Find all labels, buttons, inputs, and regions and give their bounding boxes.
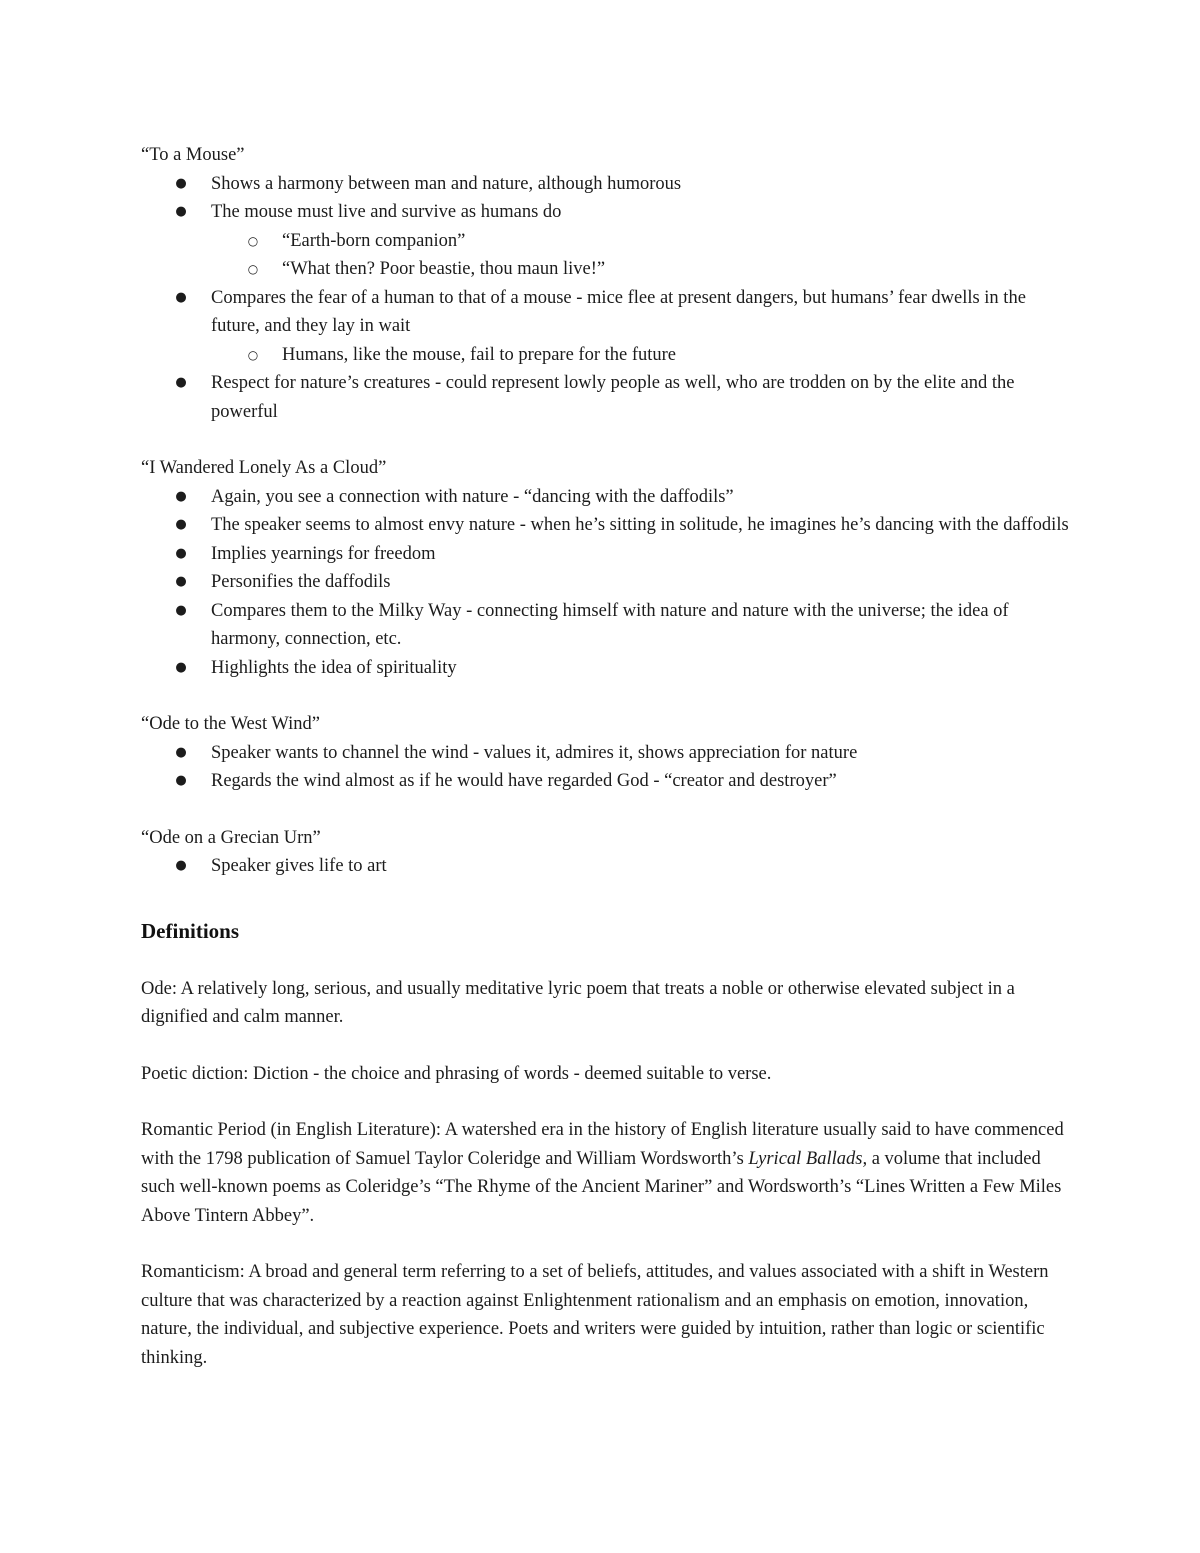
poem-section-to-a-mouse: [141, 141, 1071, 426]
bullet-icon: ●: [175, 858, 187, 873]
list-item: [175, 852, 1071, 881]
list-item: [175, 568, 1071, 597]
list-item: [175, 170, 1071, 199]
bullet-list: [141, 852, 1071, 881]
list-item: [175, 654, 1071, 683]
bullet-icon: ●: [175, 744, 187, 760]
poem-section-grecian-urn: [141, 824, 1071, 881]
definition-text: a volume that included such well-known poems as Coleridge’s “The Rhyme of the Ancient Mariner” and Wordsworth’s “Lines Written a Few Miles Above Tintern Abbey”.: [141, 1148, 1062, 1226]
list-item-text: Again, you see a connection with nature - “dancing with the daffodils”: [211, 486, 734, 507]
bullet-icon: ●: [175, 545, 187, 561]
poem-section-i-wandered-lonely: [141, 454, 1071, 682]
definition-text: Romantic Period (in English Literature): A watershed era in the history of English literature usually said to have commenced with the 1798 publication of Samuel Taylor Coleridge and William Wordsworth’s: [141, 1120, 1064, 1169]
sub-list-item: [247, 255, 1071, 284]
poem-title: “Ode on a Grecian Urn”: [141, 827, 321, 848]
hollow-bullet-icon: ○: [247, 347, 259, 362]
sub-list-item: [247, 341, 1071, 370]
bullet-icon: ●: [175, 175, 187, 191]
sub-list-item-text: “What then? Poor beastie, thou maun live!”: [282, 259, 606, 279]
poem-title: “I Wandered Lonely As a Cloud”: [141, 458, 387, 478]
bullet-list: [141, 483, 1071, 683]
poem-title: “Ode to the West Wind”: [141, 714, 320, 734]
list-item: [175, 198, 1071, 284]
poem-section-ode-west-wind: [141, 710, 1071, 796]
bullet-list: [141, 739, 1071, 796]
list-item: [175, 767, 1071, 796]
bullet-icon: ●: [175, 289, 187, 305]
sub-list-item-text: “Earth-born companion”: [282, 230, 466, 251]
list-item-text: The speaker seems to almost envy nature - when he’s sitting in solitude, he imagines he’s dancing with the daffodils: [211, 515, 1069, 535]
bullet-icon: ●: [175, 602, 187, 618]
bullet-icon: ●: [175, 659, 187, 675]
list-item: [175, 597, 1071, 654]
list-item: [175, 540, 1071, 569]
list-item: [175, 284, 1071, 370]
list-item-text: Personifies the daffodils: [211, 572, 391, 592]
sub-bullet-list: [211, 227, 1071, 284]
list-item: [175, 739, 1071, 768]
poem-title: “To a Mouse”: [141, 145, 245, 165]
list-item-text: Highlights the idea of spirituality: [211, 657, 457, 678]
bullet-icon: ●: [175, 773, 187, 788]
definition-romanticism: Romanticism: A broad and general term referring to a set of beliefs, attitudes, and values associated with a shift in Western culture that was characterized by a reaction against Enlightenment rationalism and an emphasis on emotion, innovation, nature, the individual, and subjective experience. Poets and writers were guided by intuition, rather than logic or scientific thinking.: [141, 1262, 1049, 1368]
bullet-icon: ●: [175, 375, 187, 390]
list-item-text: Speaker wants to channel the wind - values it, admires it, shows appreciation for nature: [211, 742, 858, 763]
hollow-bullet-icon: ○: [247, 262, 259, 276]
list-item-text: Compares them to the Milky Way - connecting himself with nature and nature with the universe; the idea of harmony, connection, etc.: [211, 600, 1009, 649]
definition-romantic-period: [141, 1116, 1071, 1230]
bullet-icon: ●: [175, 488, 187, 504]
list-item-text: The mouse must live and survive as humans do: [211, 202, 562, 222]
list-item-text: Implies yearnings for freedom: [211, 543, 436, 564]
book-title-italic: Lyrical Ballads,: [748, 1148, 868, 1169]
list-item-text: Speaker gives life to art: [211, 856, 387, 876]
sub-bullet-list: [211, 341, 1071, 370]
definition-ode: Ode: A relatively long, serious, and usually meditative lyric poem that treats a noble or otherwise elevated subject in a dignified and calm manner.: [141, 978, 1015, 1027]
bullet-icon: ●: [175, 517, 187, 532]
list-item-text: Shows a harmony between man and nature, although humorous: [211, 173, 682, 194]
definition-poetic-diction: Poetic diction: Diction - the choice and phrasing of words - deemed suitable to verse.: [141, 1063, 772, 1084]
list-item: [175, 511, 1071, 540]
sub-list-item: [247, 227, 1071, 256]
hollow-bullet-icon: ○: [247, 233, 259, 248]
bullet-icon: ●: [175, 204, 187, 219]
bullet-icon: ●: [175, 574, 187, 589]
list-item-text: Compares the fear of a human to that of a mouse - mice flee at present dangers, but humans’ fear dwells in the future, and they lay in wait: [211, 287, 1026, 336]
definitions-heading: Definitions: [141, 918, 240, 943]
list-item-text: Respect for nature’s creatures - could represent lowly people as well, who are trodden on by the elite and the powerful: [211, 373, 1015, 422]
document-page: [141, 141, 1071, 1400]
bullet-list: [141, 170, 1071, 427]
list-item: [175, 369, 1071, 426]
list-item: [175, 483, 1071, 512]
sub-list-item-text: Humans, like the mouse, fail to prepare for the future: [282, 344, 677, 365]
list-item-text: Regards the wind almost as if he would have regarded God - “creator and destroyer”: [211, 771, 837, 791]
